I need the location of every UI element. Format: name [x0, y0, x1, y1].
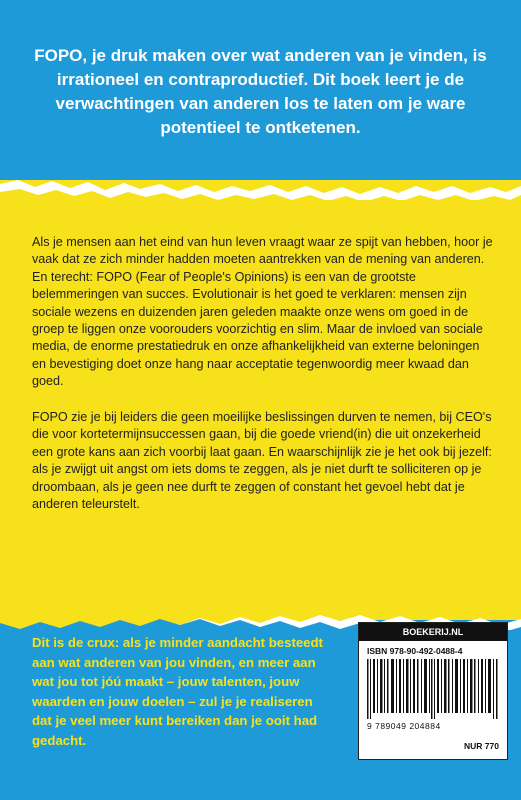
torn-paper-top-edge	[0, 170, 521, 220]
barcode-panel	[358, 622, 508, 760]
isbn-digits: 9 789049 204884	[367, 721, 441, 731]
nur-code: NUR 770	[464, 741, 499, 751]
body-paragraph-1: Als je mensen aan het eind van hun leven vraagt waar ze spijt van hebben, hoor je vaak dat ze zich minder hadden moeten aantrekken van de mening van anderen. En terecht: FOPO (Fear of People's Opinions) is een van de grootste belemmeringen van succes. Evolutionair is het goed te verklaren: mensen zijn sociale wezens en duizenden jaren geleden maakte onze wens om goed in de groep te liggen onze voorouders voorzichtig en slim. Maar de invloed van sociale media, de enorme prestatiedruk en onze afhankelijkheid van externe beloningen en bevestiging doet onze hang naar acceptatie tegenwoordig meer kwaad dan goed.	[32, 235, 493, 389]
barcode-bars	[367, 659, 499, 719]
crux-statement: Dit is de crux: als je minder aandacht besteedt aan wat anderen van jou vinden, en meer aan wat jou tot jóú maakt – jouw talenten, jouw waarden en jouw doelen – zul je je realiseren dat je veel meer kunt bereiken dan je ooit had gedacht.	[32, 635, 323, 748]
isbn-text: ISBN 978-90-492-0488-4	[367, 646, 463, 656]
cover-quote: FOPO, je druk maken over wat anderen van je vinden, is irrationeel en contraproductief. Dit boek leert je de verwachtingen van anderen los te laten om je ware potentieel te ontketenen.	[34, 46, 487, 137]
body-paragraph-2: FOPO zie je bij leiders die geen moeilijke beslissingen durven te nemen, bij CEO's die voor kortetermijnsuccessen gaan, bij die goede vriend(in) die uit onzekerheid een grote kans aan zich voorbij laat gaan. En waarschijnlijk zie je het ook bij jezelf: als je zwijgt uit angst om iets doms te zeggen, als je niet durft te solliciteren op je droombaan, als je geen nee durft te zeggen of constant het gevoel hebt dat je anderen teleurstelt.	[32, 410, 492, 512]
publisher-label: BOEKERIJ.NL	[359, 623, 507, 641]
